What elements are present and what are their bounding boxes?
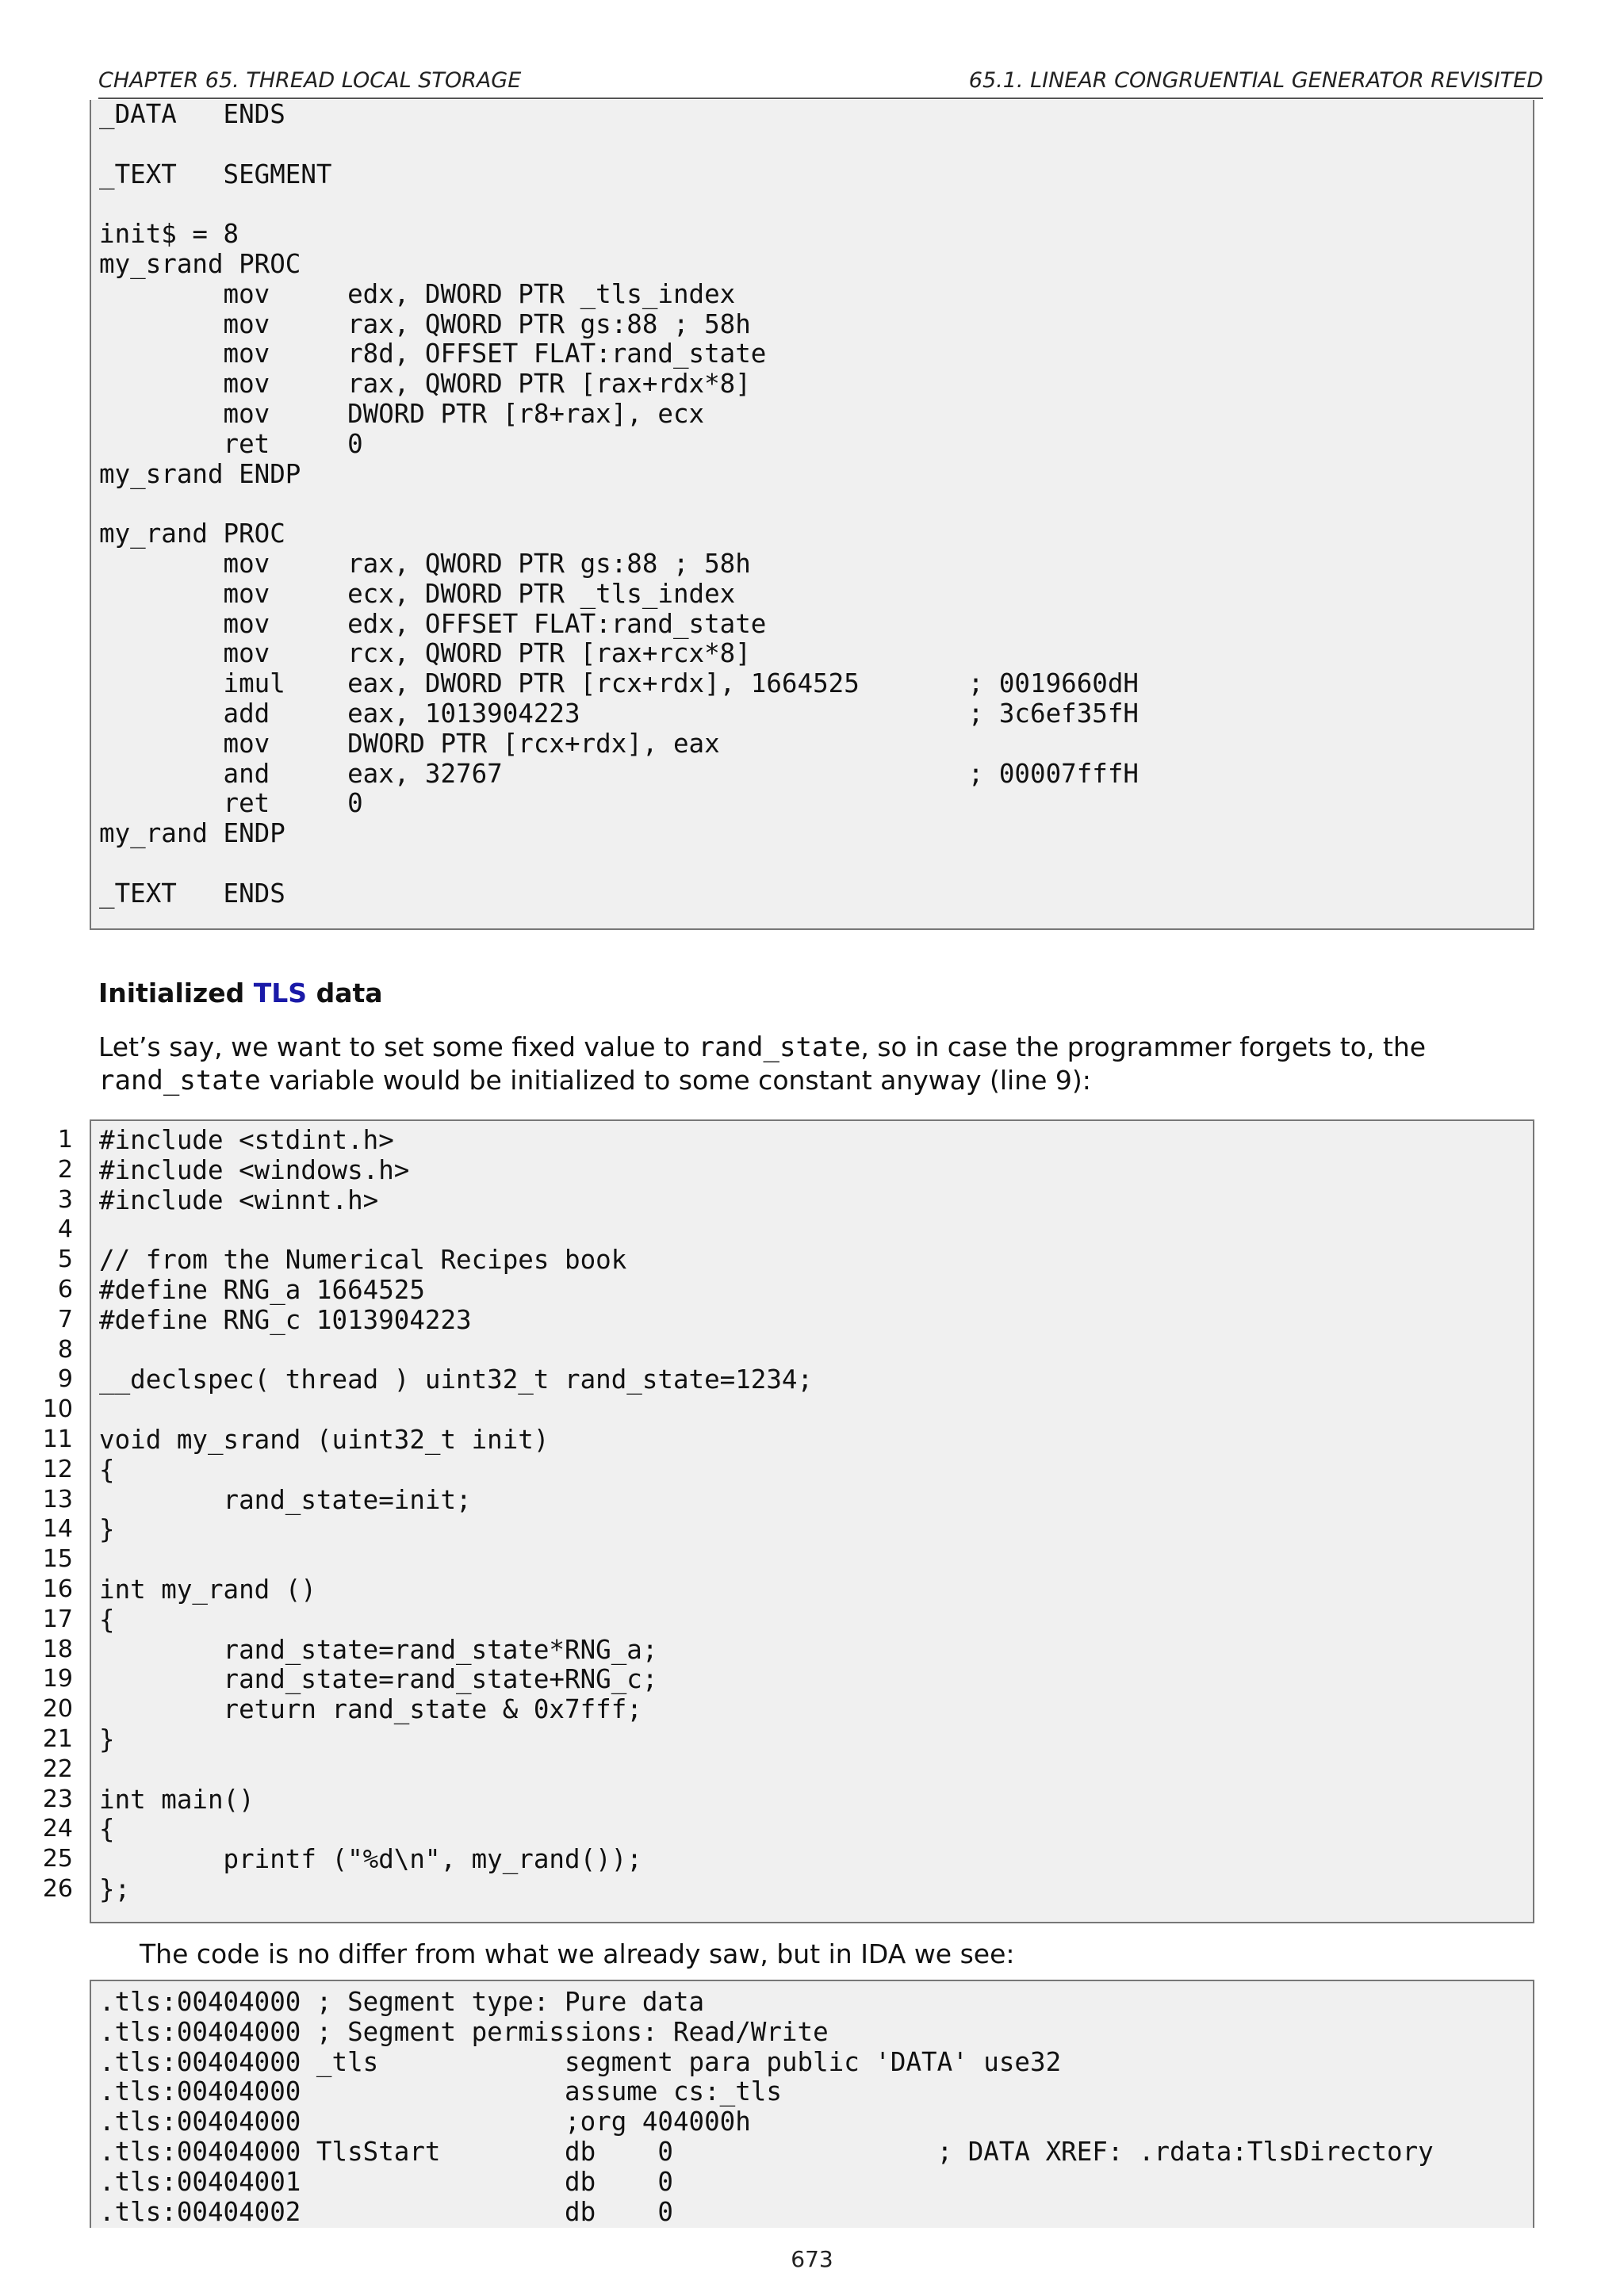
inline-code-rand-state-2: rand_state: [98, 1065, 261, 1096]
intro-paragraph: Let’s say, we want to set some fixed value to rand_state, so in case the programmer forgets to, the rand_state variable would be initialized to some constant anyway (line 9):: [98, 1031, 1427, 1096]
page-number: 673: [791, 2246, 833, 2272]
section-heading: Initialized TLS data: [98, 978, 383, 1008]
line-numbers: 1 2 3 4 5 6 7 8 9 10 11 12 13 14 15 16 17 18 19 20 21 22 23 24 25 26: [42, 1126, 73, 1903]
ida-intro-paragraph: The code is no differ from what we already saw, but in IDA we see:: [140, 1938, 1015, 1969]
c-code: #include <stdint.h> #include <windows.h> #include <winnt.h> // from the Numerical Recipes book #define RNG_a 1664525 #define RNG_c 1013904223 __declspec( thread ) uint32_t rand_state=1234; void my_srand (uint32_t init) { rand_state=init; } int my_rand () { rand_state=rand_state*RNG_a; rand_state=rand_state+RNG_c; return rand_state & 0x7fff; } int main() { printf ("%d\n", my_rand()); };: [99, 1125, 814, 1904]
asm-code: _DATA ENDS _TEXT SEGMENT init$ = 8 my_srand PROC mov edx, DWORD PTR _tls_index mov rax, QWORD PTR gs:88 ; 58h mov r8d, OFFSET FLAT:rand_state mov rax, QWORD PTR [rax+rdx*8] mov DWORD PTR [r8+rax], ecx ret 0 my_srand ENDP my_rand PROC mov rax, QWORD PTR gs:88 ; 58h mov ecx, DWORD PTR _tls_index mov edx, OFFSET FLAT:rand_state mov rcx, QWORD PTR [rax+rcx*8] imul eax, DWORD PTR [rcx+rdx], 1664525 ; 0019660dH add eax, 1013904223 ; 3c6ef35fH mov DWORD PTR [rcx+rdx], eax and eax, 32767 ; 00007fffH ret 0 my_rand ENDP _TEXT ENDS: [99, 99, 1139, 909]
c-source-listing: [90, 1119, 1534, 1923]
section-title: 65.1. LINEAR CONGRUENTIAL GENERATOR REVISITED: [968, 68, 1543, 93]
inline-code-rand-state: rand_state: [698, 1031, 861, 1063]
tls-link[interactable]: TLS: [253, 978, 308, 1008]
chapter-title: CHAPTER 65. THREAD LOCAL STORAGE: [98, 68, 522, 93]
ida-listing: [90, 1980, 1534, 2228]
ida-code: .tls:00404000 ; Segment type: Pure data .tls:00404000 ; Segment permissions: Read/Write .tls:00404000 _tls segment para public 'DATA' use32 .tls:00404000 assume cs:_tls .tls:00404000 ;org 404000h .tls:00404000 TlsStart db 0 ; DATA XREF: .rdata:TlsDirectory .tls:00404001 db 0 .tls:00404002 db 0: [99, 1987, 1434, 2227]
asm-listing: [90, 100, 1534, 930]
page-header: [98, 68, 1543, 99]
